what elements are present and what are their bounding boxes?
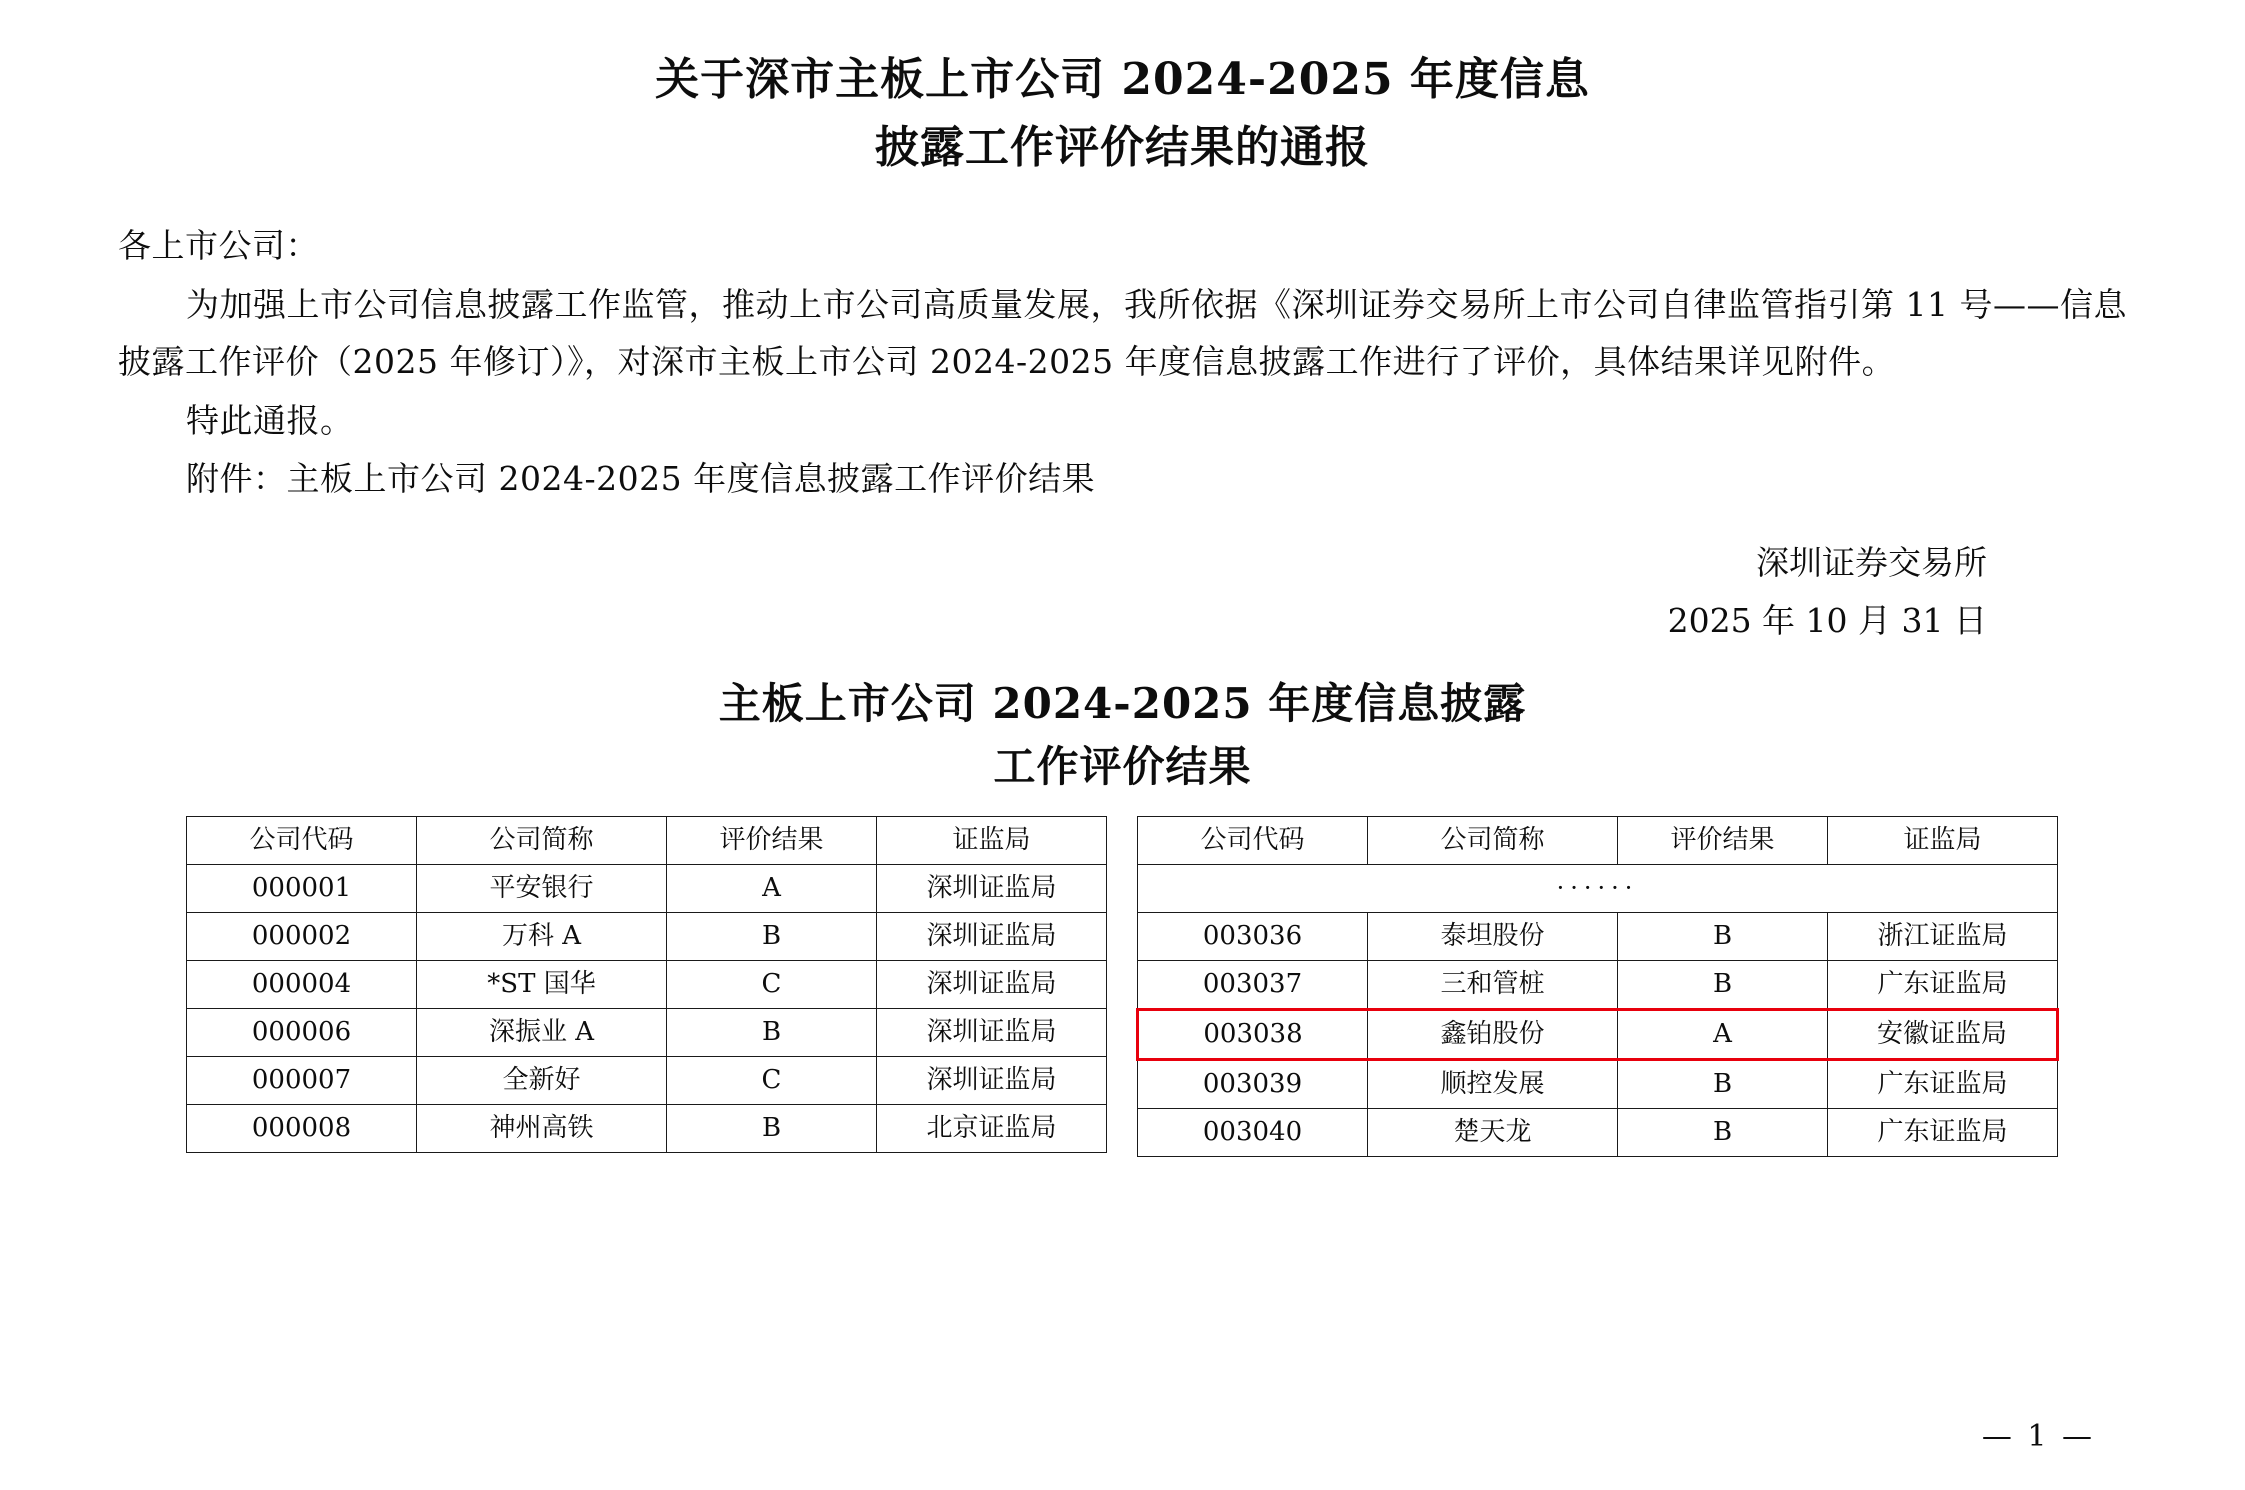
- table-row: [187, 864, 1107, 912]
- cell-bureau: 深圳证监局: [877, 960, 1107, 1008]
- table-row-ellipsis: [1138, 864, 2058, 912]
- cell-code: 000008: [187, 1104, 417, 1152]
- cell-code: 000006: [187, 1008, 417, 1056]
- table-body-left: [187, 864, 1107, 1152]
- document-title-line-2: 披露工作评价结果的通报: [875, 122, 1370, 174]
- attachment-title: [118, 672, 2127, 798]
- table-row: [1138, 1108, 2058, 1156]
- cell-result: B: [1618, 960, 1828, 1009]
- cell-name: 平安银行: [417, 864, 667, 912]
- paragraph-2: 特此通报。: [186, 400, 354, 440]
- cell-name: 三和管桩: [1368, 960, 1618, 1009]
- column-header-name: 公司简称: [417, 816, 667, 864]
- document-body: [118, 218, 2127, 508]
- cell-result: A: [1618, 1009, 1828, 1059]
- table-row: [187, 1104, 1107, 1152]
- attachment-title-line-2: 工作评价结果: [993, 741, 1252, 791]
- cell-result: B: [667, 912, 877, 960]
- cell-code: 003038: [1138, 1009, 1368, 1059]
- document-title-line-1: 关于深市主板上市公司 2024-2025 年度信息: [655, 54, 1590, 105]
- column-header-bureau: 证监局: [877, 816, 1107, 864]
- cell-bureau: 深圳证监局: [877, 1056, 1107, 1104]
- results-table-right: [1136, 816, 2059, 1157]
- cell-bureau: 深圳证监局: [877, 1008, 1107, 1056]
- cell-bureau: 广东证监局: [1828, 1059, 2058, 1108]
- cell-result: B: [667, 1104, 877, 1152]
- attachment-title-line-1: 主板上市公司 2024-2025 年度信息披露: [718, 678, 1527, 728]
- column-header-code: 公司代码: [1138, 816, 1368, 864]
- table-row: [187, 912, 1107, 960]
- table-row: [1138, 1059, 2058, 1108]
- cell-code: 000007: [187, 1056, 417, 1104]
- results-tables: [118, 816, 2127, 1157]
- cell-bureau: 广东证监局: [1828, 1108, 2058, 1156]
- cell-name: 楚天龙: [1368, 1108, 1618, 1156]
- table-header-row: [187, 816, 1107, 864]
- table-header-row: [1138, 816, 2058, 864]
- table-row: [1138, 960, 2058, 1009]
- cell-result: C: [667, 960, 877, 1008]
- cell-name: 深振业 A: [417, 1008, 667, 1056]
- cell-code: 000002: [187, 912, 417, 960]
- salutation: 各上市公司：: [118, 226, 319, 266]
- signature-organization: 深圳证券交易所: [1756, 543, 1987, 583]
- page-number: — 1 —: [1981, 1419, 2095, 1454]
- cell-name: 神州高铁: [417, 1104, 667, 1152]
- column-header-name: 公司简称: [1368, 816, 1618, 864]
- cell-name: *ST 国华: [417, 960, 667, 1008]
- cell-result: B: [1618, 912, 1828, 960]
- signature-block: [118, 534, 2127, 650]
- table-row: [187, 1056, 1107, 1104]
- column-header-result: 评价结果: [1618, 816, 1828, 864]
- table-row: [187, 1008, 1107, 1056]
- cell-name: 万科 A: [417, 912, 667, 960]
- signature-date: 2025 年 10 月 31 日: [1667, 600, 1987, 640]
- cell-result: A: [667, 864, 877, 912]
- paragraph-1: 为加强上市公司信息披露工作监管，推动上市公司高质量发展，我所依据《深圳证券交易所上市公司自律监管指引第 11 号——信息披露工作评价（2025 年修订）》，对深市主板上市公司 2024-2025 年度信息披露工作进行了评价，具体结果详见附件。: [118, 285, 2127, 381]
- cell-result: B: [1618, 1108, 1828, 1156]
- column-header-bureau: 证监局: [1828, 816, 2058, 864]
- cell-bureau: 广东证监局: [1828, 960, 2058, 1009]
- cell-name: 泰坦股份: [1368, 912, 1618, 960]
- ellipsis-cell: ······: [1138, 864, 2058, 912]
- cell-bureau: 北京证监局: [877, 1104, 1107, 1152]
- cell-code: 003036: [1138, 912, 1368, 960]
- table-row: [1138, 912, 2058, 960]
- cell-name: 鑫铂股份: [1368, 1009, 1618, 1059]
- cell-code: 000004: [187, 960, 417, 1008]
- results-table-left: [186, 816, 1107, 1153]
- table-row: [187, 960, 1107, 1008]
- document-title: [473, 46, 1773, 182]
- cell-result: B: [1618, 1059, 1828, 1108]
- cell-name: 全新好: [417, 1056, 667, 1104]
- cell-code: 003039: [1138, 1059, 1368, 1108]
- table-row: [1138, 1009, 2058, 1059]
- column-header-code: 公司代码: [187, 816, 417, 864]
- column-header-result: 评价结果: [667, 816, 877, 864]
- cell-name: 顺控发展: [1368, 1059, 1618, 1108]
- cell-bureau: 安徽证监局: [1828, 1009, 2058, 1059]
- cell-code: 003040: [1138, 1108, 1368, 1156]
- cell-bureau: 浙江证监局: [1828, 912, 2058, 960]
- cell-bureau: 深圳证监局: [877, 912, 1107, 960]
- cell-result: C: [667, 1056, 877, 1104]
- cell-result: B: [667, 1008, 877, 1056]
- cell-code: 000001: [187, 864, 417, 912]
- cell-bureau: 深圳证监局: [877, 864, 1107, 912]
- table-body-right: [1138, 864, 2058, 1156]
- cell-code: 003037: [1138, 960, 1368, 1009]
- paragraph-3-attachment: 附件：主板上市公司 2024-2025 年度信息披露工作评价结果: [186, 459, 1096, 499]
